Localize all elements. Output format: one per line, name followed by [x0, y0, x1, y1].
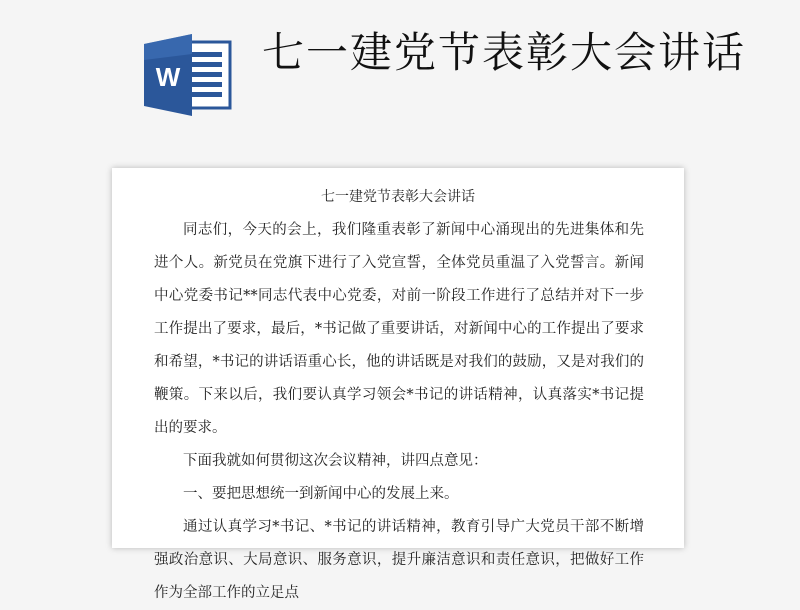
paragraph: 通过认真学习*书记、*书记的讲话精神，教育引导广大党员干部不断增强政治意识、大局意识、服务意识，提升廉洁意识和责任意识，把做好工作作为全部工作的立足点 [154, 519, 644, 601]
page-title: 七一建党节表彰大会讲话 [262, 28, 747, 77]
paragraph: 下面我就如何贯彻这次会议精神，讲四点意见： [183, 453, 488, 469]
word-document-icon [142, 34, 236, 116]
document-page [112, 168, 684, 601]
paragraph: 同志们，今天的会上，我们隆重表彰了新闻中心涌现出的先进集体和先进个人。新党员在党旗下进行了入党宣誓，全体党员重温了入党誓言。新闻中心党委书记**同志代表中心党委，对前一阶段工作进行了总结并对下一步工作提出了要求，最后，*书记做了重要讲话，对新闻中心的工作提出了要求和希望，*书记的讲话语重心长，他的讲话既是对我们的鼓励，又是对我们的鞭策。下来以后，我们要认真学习领会*书记的讲话精神，认真落实*书记提出的要求。 [154, 222, 644, 436]
word-icon-letter: W [155, 62, 181, 92]
header [0, 0, 800, 150]
document-title: 七一建党节表彰大会讲话 [321, 189, 475, 205]
paragraph: 一、要把思想统一到新闻中心的发展上来。 [183, 486, 459, 502]
document-body [154, 214, 644, 610]
